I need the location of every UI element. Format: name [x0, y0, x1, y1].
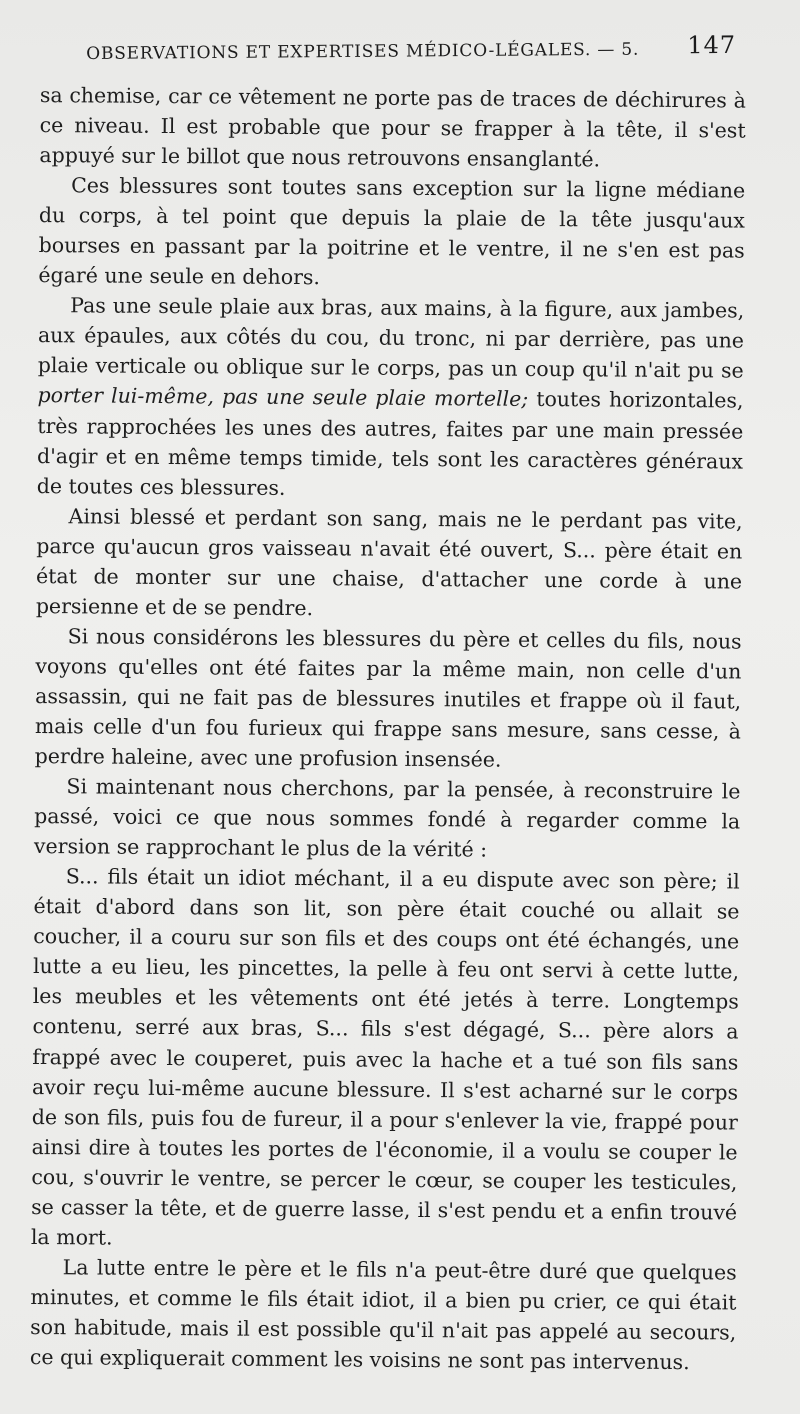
paragraph-text: Ainsi blessé et perdant son sang, mais ne le perdant pas vite, parce qu'aucun gros vaisseau n'avait été ouvert, S... père était en état de monter sur une chaise, d'attacher une corde à une persienne et de se pendre.	[35, 503, 743, 620]
paragraph	[34, 771, 741, 867]
paragraph-text: La lutte entre le père et le fils n'a peut-être duré que quelques minutes, et comme le fils était idiot, il a bien pu crier, ce qui était son habitude, mais il est possible qu'il n'ait pas appelé au secours, ce qui expliquerait comment les voisins ne sont pas intervenus.	[29, 1255, 737, 1375]
paragraph-text: Ces blessures sont toutes sans exception sur la ligne médiane du corps, à tel point que depuis la plaie de la tête jusqu'aux bourses en passant par la poitrine et le ventre, il ne s'en est pas égaré une seule en dehors.	[38, 173, 746, 290]
paragraph-text: sa chemise, car ce vêtement ne porte pas de traces de déchirures à ce niveau. Il est probable que pour se frapper à la tête, il s'est appuyé sur le billot que nous retrouvons ensanglanté.	[39, 82, 746, 172]
paragraph	[38, 170, 745, 296]
running-head-title: OBSERVATIONS ET EXPERTISES MÉDICO-LÉGALES. — 5.	[86, 39, 640, 64]
paragraph	[30, 1252, 737, 1378]
paragraph	[35, 621, 742, 777]
running-head	[86, 27, 736, 66]
paragraph-text: Si nous considérons les blessures du père et celles du fils, nous voyons qu'elles ont été faites par la même main, non celle d'un assassin, qui ne fait pas de blessures inutiles et frappe où il faut, mais celle d'un fou furieux qui frappe sans mesure, sans cesse, à perdre haleine, avec une profusion insensée.	[34, 624, 742, 772]
paragraph	[31, 861, 740, 1257]
paragraph	[39, 80, 746, 176]
paragraph	[36, 501, 743, 627]
paragraph-text: Si maintenant nous cherchons, par la pensée, à reconstruire le passé, voici ce que nous sommes fondé à regarder comme la version se rapprochant le plus de la vérité :	[33, 774, 741, 862]
body-text	[30, 80, 746, 1378]
italic-emphasis: porter lui-même, pas une seule plaie mortelle;	[37, 383, 529, 412]
paragraph	[37, 290, 745, 506]
page-number: 147	[687, 30, 737, 60]
paragraph-text: Pas une seule plaie aux bras, aux mains, à la figure, aux jambes, aux épaules, aux côtés du cou, du tronc, ni par derrière, pas une plaie verticale ou oblique sur le corps, pas un coup qu'il n'ait pu se	[37, 293, 745, 383]
paragraph-text: S... fils était un idiot méchant, il a eu dispute avec son père; il était d'abord dans son lit, son père était couché ou allait se coucher, il a couru sur son fils et des coups ont été échangés, une lutte a eu lieu, les pincettes, la pelle à feu ont servi à cette lutte, les meubles et les vêtements ont été jetés à terre. Longtemps contenu, serré aux bras, S... fils s'est dégagé, S... père alors a frappé avec le couperet, puis avec la hache et a tué son fils sans avoir reçu lui-même aucune blessure. Il s'est acharné sur le corps de son fils, puis fou de fureur, il a pour s'enlever la vie, frappé pour ainsi dire à toutes les portes de l'économie, il a voulu se couper le cou, s'ouvrir le ventre, se percer le cœur, se couper les testicules, se casser la tête, et de guerre lasse, il s'est pendu et a enfin trouvé la mort.	[30, 864, 740, 1250]
paragraph-text: toutes horizontales, très rapprochées les unes des autres, faites par une main pressée d'agir et en même temps timide, tels sont les caractères généraux de toutes ces blessures.	[36, 387, 744, 500]
